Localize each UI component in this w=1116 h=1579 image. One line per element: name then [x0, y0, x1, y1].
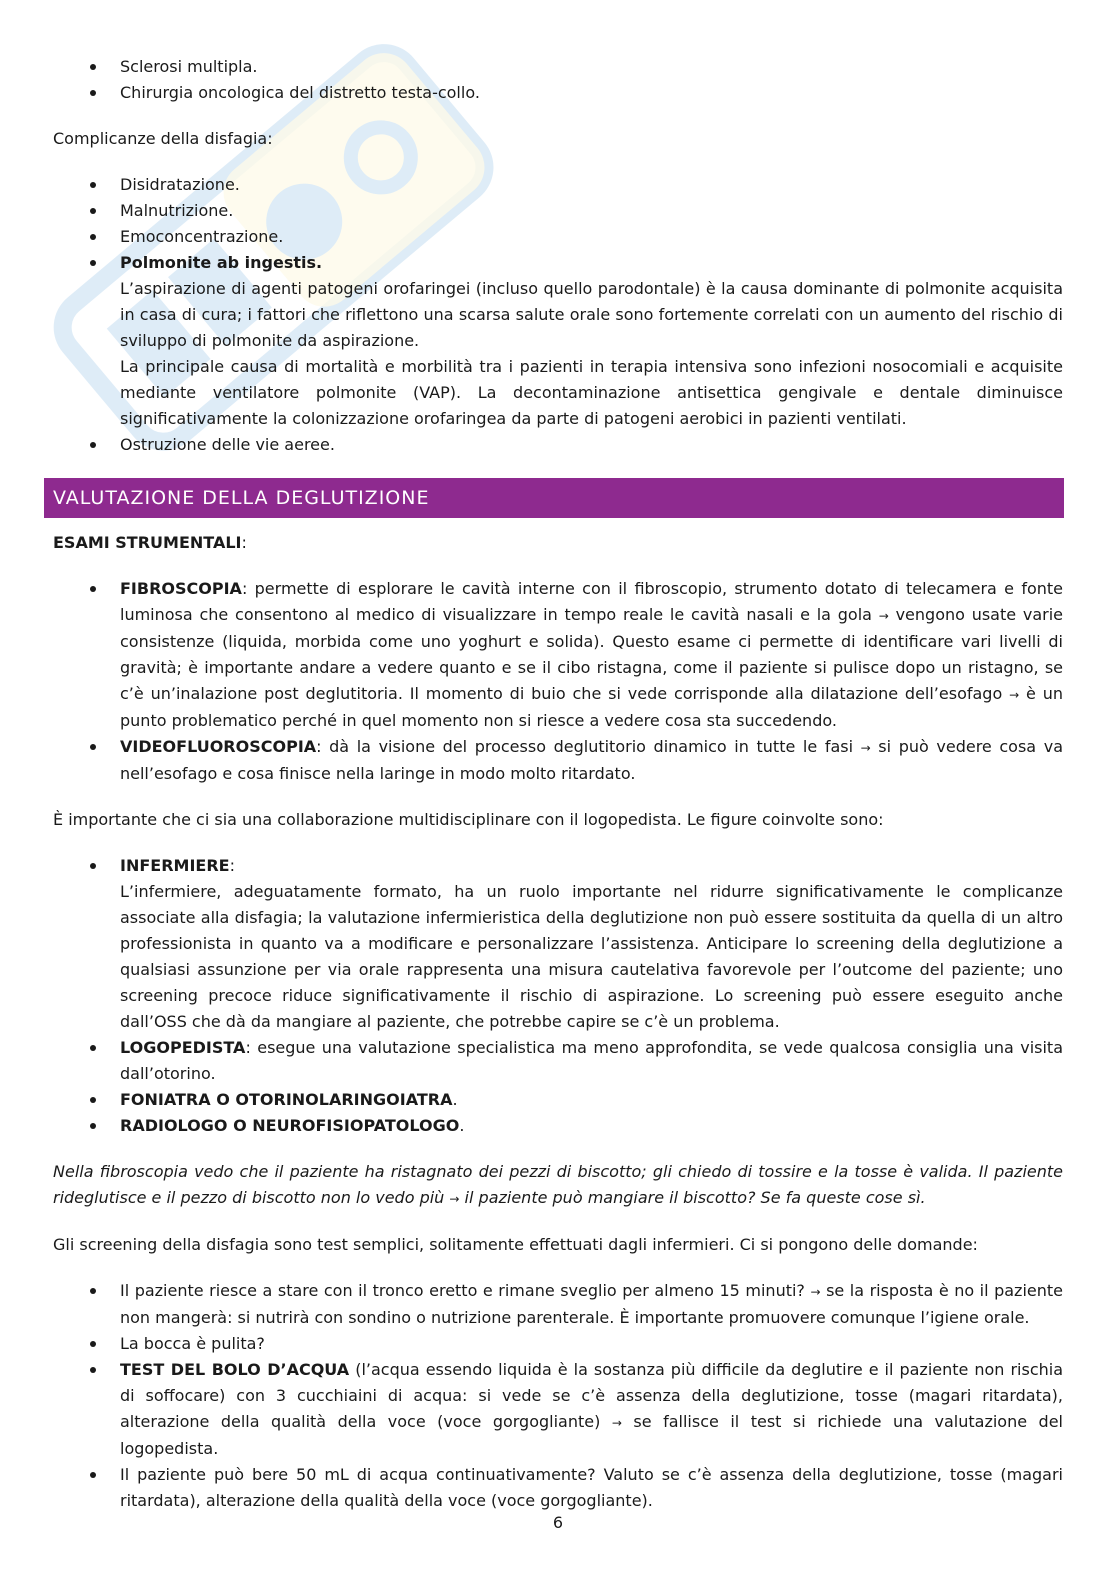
- videofluoroscopia-term: VIDEOFLUOROSCOPIA: [120, 737, 317, 756]
- arrow-icon: →: [810, 1285, 821, 1299]
- pneumonia-paragraph: L’aspirazione di agenti patogeni orofaringei (incluso quello parodontale) è la causa dominante di polmonite acquisita in casa di cura; i fattori che riflettono una scarsa salute orale sono fortemente correlati con un aumento del rischio di sviluppo di polmonite da aspirazione.: [120, 279, 1063, 350]
- screening-text: (l’acqua essendo liquida è la sostanza più difficile da deglutire e il paziente non rischia di soffocare) con 3 cucchiaini di acqua: si vede se c’è assenza della deglutizione, tosse (magari ritardata), alterazione della qualità della voce (voce gorgogliante): [120, 1360, 1064, 1431]
- screening-text: Il paziente riesce a stare con il tronco eretto e rimane sveglio per almeno 15 minuti?: [120, 1281, 811, 1300]
- videofluoroscopia-text: si può vedere cosa va nell’esofago e cosa finisce nella laringe in modo molto ritardato.: [120, 737, 1063, 783]
- arrow-icon: →: [611, 1416, 622, 1430]
- instrumental-exams-list: [53, 576, 1063, 787]
- list-item-fibroscopia: [53, 576, 1063, 734]
- instrumental-heading: [53, 530, 1063, 556]
- pneumonia-paragraph: La principale causa di mortalità e morbilità tra i pazienti in terapia intensiva sono infezioni nosocomiali e acquisite mediante ventilatore polmonite (VAP). La decontaminazione antisettica gengivale e dentale diminuisce significativamente la colonizzazione orofaringea da parte di patogeni aerobici in pazienti ventilati.: [120, 357, 1063, 428]
- list-item-screening: La bocca è pulita?: [53, 1331, 1063, 1357]
- list-item: Chirurgia oncologica del distretto testa-collo.: [53, 80, 1063, 106]
- example-text: Nella fibroscopia vedo che il paziente ha ristagnato dei pezzi di biscotto; gli chiedo di tossire e la tosse è valida. Il paziente rideglutisce e il pezzo di biscotto non lo vedo più: [53, 1162, 1063, 1207]
- example-paragraph: [53, 1159, 1063, 1212]
- section-title: VALUTAZIONE DELLA DEGLUTIZIONE: [53, 487, 430, 509]
- infermiere-term: INFERMIERE: [120, 856, 230, 875]
- figures-list: [53, 853, 1063, 1139]
- screening-text: se fallisce il test si richiede una valutazione del logopedista.: [120, 1412, 1064, 1458]
- list-item-videofluoroscopia: [53, 734, 1063, 787]
- list-item: Emoconcentrazione.: [53, 224, 1063, 250]
- screening-intro: Gli screening della disfagia sono test semplici, solitamente effettuati dagli infermieri. Ci si pongono delle domande:: [53, 1235, 978, 1254]
- arrow-icon: →: [878, 609, 889, 623]
- list-item-foniatra: [53, 1087, 1063, 1113]
- list-item-logopedista: [53, 1035, 1063, 1087]
- list-item-screening: Il paziente può bere 50 mL di acqua continuativamente? Valuto se c’è assenza della deglutizione, tosse (magari ritardata), alterazione della qualità della voce (voce gorgogliante).: [53, 1462, 1063, 1514]
- bolo-test-term: TEST DEL BOLO D’ACQUA: [120, 1360, 350, 1379]
- colon: :: [229, 856, 235, 875]
- colon: :: [241, 533, 247, 552]
- arrow-icon: →: [449, 1192, 460, 1206]
- list-item: Disidratazione.: [53, 172, 1063, 198]
- period: .: [459, 1116, 465, 1135]
- fibroscopia-term: FIBROSCOPIA: [120, 579, 242, 598]
- screening-list: [53, 1278, 1063, 1514]
- complications-list: [53, 172, 1063, 458]
- list-item-infermiere: [53, 853, 1063, 1035]
- list-item: Ostruzione delle vie aeree.: [53, 432, 1063, 458]
- radiologo-term: RADIOLOGO O NEUROFISIOPATOLOGO: [120, 1116, 460, 1135]
- list-item-screening: [53, 1278, 1063, 1331]
- collaboration-paragraph: È importante che ci sia una collaborazione multidisciplinare con il logopedista. Le figure coinvolte sono:: [53, 810, 884, 829]
- page-number: 6: [552, 1513, 564, 1532]
- instrumental-heading-text: ESAMI STRUMENTALI: [53, 533, 242, 552]
- list-item-pneumonia: [53, 250, 1063, 432]
- complications-heading: Complicanze della disfagia:: [53, 129, 273, 148]
- fibroscopia-text: è un punto problematico perché in quel momento non si riesce a vedere cosa sta succedendo.: [120, 684, 1064, 730]
- conditions-list: [53, 54, 1063, 106]
- period: .: [452, 1090, 458, 1109]
- example-text: il paziente può mangiare il biscotto? Se fa queste cose sì.: [459, 1188, 926, 1207]
- fibroscopia-text: : permette di esplorare le cavità interne con il fibroscopio, strumento dotato di telecamera e fonte luminosa che consentono al medico di visualizzare in tempo reale le cavità nasali e la gola: [120, 579, 1063, 624]
- foniatra-term: FONIATRA O OTORINOLARINGOIATRA: [120, 1090, 453, 1109]
- arrow-icon: →: [860, 741, 871, 755]
- infermiere-heading: [120, 853, 1063, 879]
- logopedista-text: : esegue una valutazione specialistica ma meno approfondita, se vede qualcosa consiglia una visita dall’otorino.: [120, 1038, 1063, 1083]
- videofluoroscopia-text: : dà la visione del processo deglutitorio dinamico in tutte le fasi: [316, 737, 861, 756]
- list-item: Malnutrizione.: [53, 198, 1063, 224]
- list-item: Sclerosi multipla.: [53, 54, 1063, 80]
- pneumonia-title: Polmonite ab ingestis.: [120, 253, 323, 272]
- page-content: [53, 54, 1063, 1514]
- screening-text: se la risposta è no il paziente non mangerà: si nutrirà con sondino o nutrizione parenterale. È importante promuovere comunque l’igiene orale.: [120, 1281, 1063, 1327]
- section-header: [44, 478, 1064, 518]
- arrow-icon: →: [1009, 688, 1020, 702]
- list-item-bolo-test: [53, 1357, 1063, 1462]
- logopedista-term: LOGOPEDISTA: [120, 1038, 246, 1057]
- infermiere-text: L’infermiere, adeguatamente formato, ha un ruolo importante nel ridurre significativamente le complicanze associate alla disfagia; la valutazione infermieristica della deglutizione non può essere sostituita da quella di un altro professionista in quanto va a modificare e personalizzare l’assistenza. Anticipare lo screening della deglutizione a qualsiasi assunzione per via orale rappresenta una misura cautelativa favorevole per l’outcome del paziente; uno screening precoce riduce significativamente il rischio di aspirazione. Lo screening può essere eseguito anche dall’OSS che dà da mangiare al paziente, che potrebbe capire se c’è un problema.: [120, 882, 1063, 1031]
- fibroscopia-text: vengono usate varie consistenze (liquida, morbida come uno yoghurt e solida). Questo esame ci permette di identificare vari livelli di gravità; è importante andare a vedere quanto e se il cibo ristagna, come il paziente si pulisce dopo un ristagno, se c’è un’inalazione post deglutitoria. Il momento di buio che si vede corrisponde alla dilatazione dell’esofago: [120, 605, 1064, 703]
- list-item-radiologo: [53, 1113, 1063, 1139]
